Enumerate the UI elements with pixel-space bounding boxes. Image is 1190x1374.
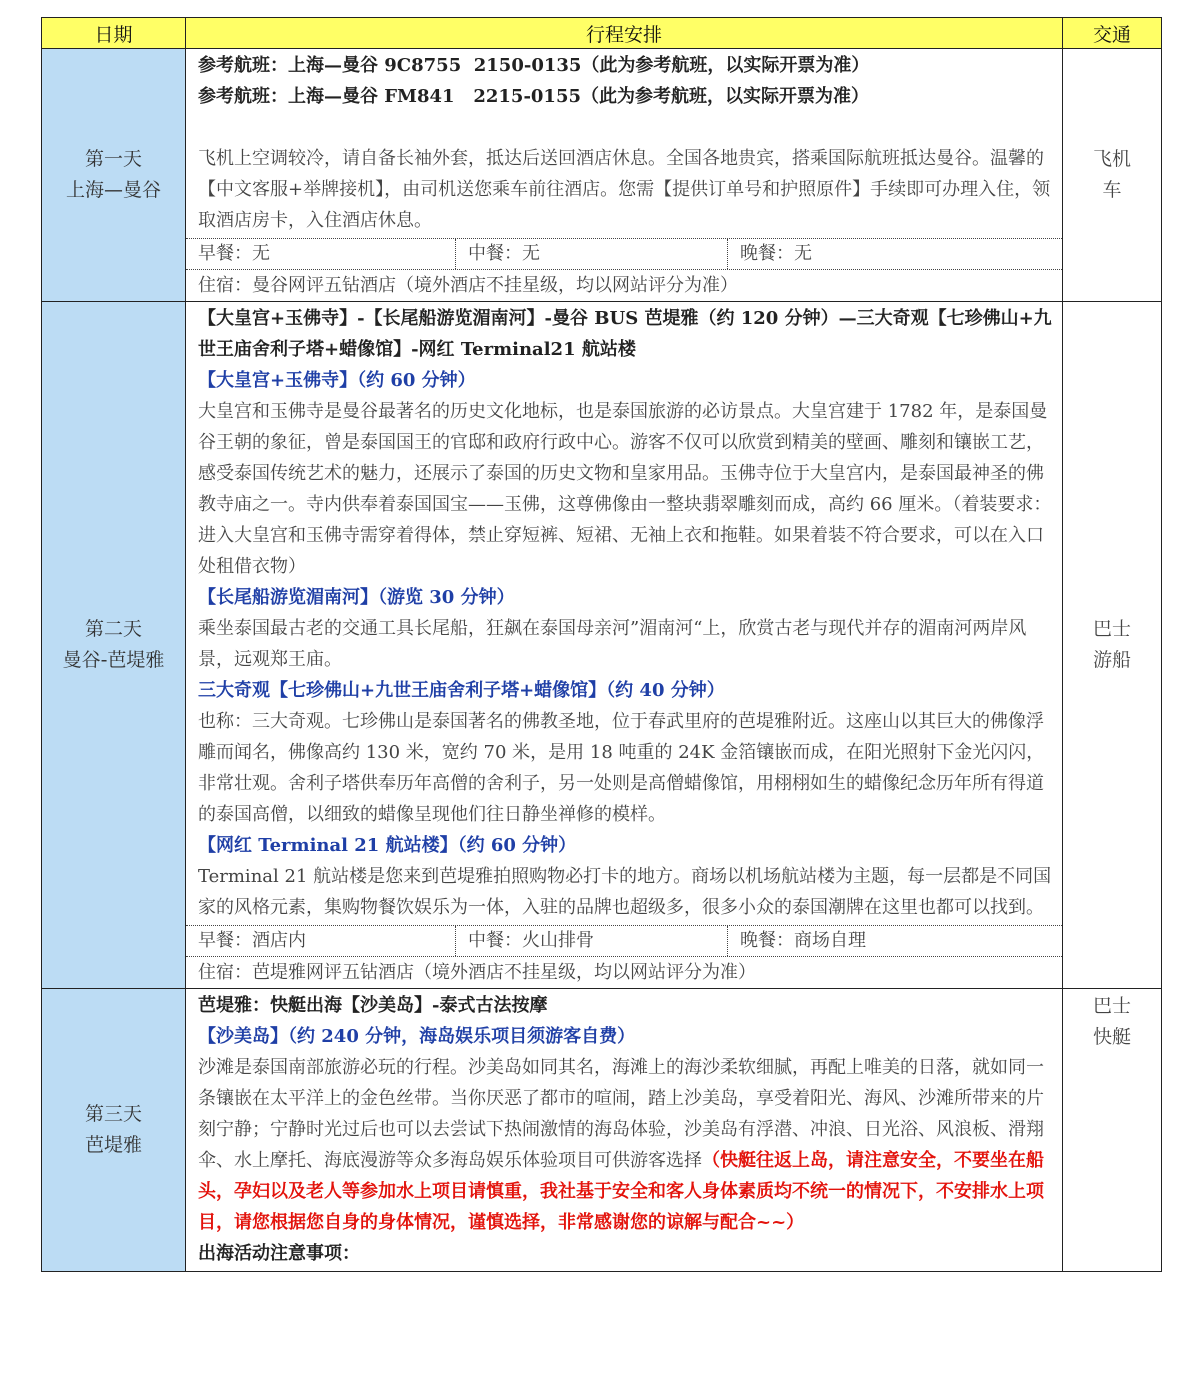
day-3-summary: 芭堤雅：快艇出海【沙美岛】-泰式古法按摩 bbox=[198, 995, 548, 1016]
day-3-notice-heading: 出海活动注意事项： bbox=[198, 1243, 360, 1264]
day-1-hotel: 住宿：曼谷网评五钻酒店（境外酒店不挂星级，均以网站评分为准） bbox=[198, 275, 738, 296]
header-transport: 交通 bbox=[1063, 18, 1162, 49]
day-3-section-1-text: 沙滩是泰国南部旅游必玩的行程。沙美岛如同其名，海滩上的海沙柔软细腻，再配上唯美的日落，就如同一条镶嵌在太平洋上的金色丝带。当你厌恶了都市的喧闹，踏上沙美岛，享受着阳光、海风、沙滩所带来的片刻宁静；宁静时光过后也可以去尝试下热闹激情的海岛体验，沙美岛有浮潜、冲浪、日光浴、风浪板、滑翔伞、水上摩托、海底漫游等众多海岛娱乐体验项目可供游客选择 bbox=[198, 1057, 1044, 1171]
day-2-transport bbox=[1063, 302, 1162, 989]
day-3-date-line1: 第三天 bbox=[84, 1103, 142, 1125]
day-2-section-2-title: 【长尾船游览湄南河】（游览 30 分钟） bbox=[198, 587, 515, 608]
day-2-transport-line1: 巴士 bbox=[1092, 618, 1131, 640]
day-2-section-4-title: 【网红 Terminal 21 航站楼】（约 60 分钟） bbox=[198, 835, 577, 856]
day-3-transport-line2: 快艇 bbox=[1092, 1026, 1131, 1048]
day-1-transport bbox=[1063, 49, 1162, 302]
day-1-plan bbox=[186, 49, 1063, 302]
day-3-transport bbox=[1063, 989, 1162, 1272]
day-3-date bbox=[42, 989, 186, 1272]
day-2-date-line2: 曼谷-芭堤雅 bbox=[62, 649, 165, 671]
day-2-section-3-title: 三大奇观【七珍佛山+九世王庙舍利子塔+蜡像馆】（约 40 分钟） bbox=[198, 680, 725, 701]
day-2-meals bbox=[186, 925, 1062, 957]
day-3-section-1-title: 【沙美岛】（约 240 分钟，海岛娱乐项目须游客自费） bbox=[198, 1026, 636, 1047]
day-1-lunch: 中餐：无 bbox=[456, 239, 728, 269]
day-row-2 bbox=[42, 302, 1162, 989]
day-3-plan bbox=[186, 989, 1063, 1272]
day-1-dinner: 晚餐：无 bbox=[740, 243, 812, 264]
day-1-breakfast: 早餐：无 bbox=[186, 239, 456, 269]
day-3-safety-warning: （快艇往返上岛，请注意安全，不要坐在船头，孕妇以及老人等参加水上项目请慎重，我社基于安全和客人身体素质均不统一的情况下，不安排水上项目，请您根据您自身的身体情况，谨慎选择，非常感谢您的谅解与配合~~） bbox=[198, 1150, 1044, 1233]
day-1-meals bbox=[186, 238, 1062, 270]
day-1-description: 飞机上空调较冷，请自备长袖外套，抵达后送回酒店休息。全国各地贵宾，搭乘国际航班抵达曼谷。温馨的【中文客服+举牌接机】，由司机送您乘车前往酒店。您需【提供订单号和护照原件】手续即可办理入住，领取酒店房卡，入住酒店休息。 bbox=[198, 148, 1051, 231]
day-2-transport-line2: 游船 bbox=[1092, 649, 1131, 671]
header-itinerary: 行程安排 bbox=[186, 18, 1063, 49]
itinerary-table bbox=[41, 17, 1162, 1272]
day-2-date bbox=[42, 302, 186, 989]
day-1-date-line2: 上海—曼谷 bbox=[65, 179, 161, 201]
day-2-section-1-title: 【大皇宫+玉佛寺】（约 60 分钟） bbox=[198, 370, 476, 391]
day-1-flight-2: 参考航班：上海—曼谷 FM841 2215-0155（此为参考航班，以实际开票为准） bbox=[198, 86, 870, 107]
day-2-hotel: 住宿：芭堤雅网评五钻酒店（境外酒店不挂星级，均以网站评分为准） bbox=[198, 962, 756, 983]
day-row-1 bbox=[42, 49, 1162, 302]
day-1-transport-line1: 飞机 bbox=[1092, 148, 1131, 170]
day-2-section-4-text: Terminal 21 航站楼是您来到芭堤雅拍照购物必打卡的地方。商场以机场航站楼为主题，每一层都是不同国家的风格元素，集购物餐饮娱乐为一体，入驻的品牌也超级多，很多小众的泰国潮牌在这里也都可以找到。 bbox=[198, 866, 1052, 918]
day-3-date-line2: 芭堤雅 bbox=[84, 1134, 142, 1156]
day-2-section-3-text: 也称：三大奇观。七珍佛山是泰国著名的佛教圣地，位于春武里府的芭堤雅附近。这座山以其巨大的佛像浮雕而闻名，佛像高约 130 米，宽约 70 米，是用 18 吨重的 24K 金箔镶嵌而成，在阳光照射下金光闪闪，非常壮观。舍利子塔供奉历年高僧的舍利子，另一处则是高僧蜡像馆，用栩栩如生的蜡像纪念历年所有得道的泰国高僧，以细致的蜡像呈现他们往日静坐禅修的模样。 bbox=[198, 711, 1045, 825]
day-2-plan bbox=[186, 302, 1063, 989]
day-1-date-line1: 第一天 bbox=[84, 148, 142, 170]
day-2-breakfast: 早餐：酒店内 bbox=[186, 926, 456, 956]
day-2-summary: 【大皇宫+玉佛寺】-【长尾船游览湄南河】-曼谷 BUS 芭堤雅（约 120 分钟）—三大奇观【七珍佛山+九世王庙舍利子塔+蜡像馆】-网红 Terminal21 航站楼 bbox=[198, 308, 1052, 360]
day-1-date bbox=[42, 49, 186, 302]
day-3-section-1-body bbox=[198, 1052, 1052, 1238]
itinerary-sheet bbox=[41, 17, 1162, 1272]
day-2-section-1-text: 大皇宫和玉佛寺是曼谷最著名的历史文化地标，也是泰国旅游的必访景点。大皇宫建于 1782 年，是泰国曼谷王朝的象征，曾是泰国国王的官邸和政府行政中心。游客不仅可以欣赏到精美的壁画、雕刻和镶嵌工艺，感受泰国传统艺术的魅力，还展示了泰国的历史文物和皇家用品。玉佛寺位于大皇宫内，是泰国最神圣的佛教寺庙之一。寺内供奉着泰国国宝——玉佛，这尊佛像由一整块翡翠雕刻而成，高约 66 厘米。（着装要求：进入大皇宫和玉佛寺需穿着得体，禁止穿短裤、短裙、无袖上衣和拖鞋。如果着装不符合要求，可以在入口处租借衣物） bbox=[198, 401, 1052, 577]
header-row bbox=[42, 18, 1162, 49]
day-2-section-2-text: 乘坐泰国最古老的交通工具长尾船，狂飙在泰国母亲河”湄南河“上，欣赏古老与现代并存的湄南河两岸风景，远观郑王庙。 bbox=[198, 618, 1027, 670]
day-1-flight-1: 参考航班：上海—曼谷 9C8755 2150-0135（此为参考航班，以实际开票为准） bbox=[198, 55, 870, 76]
day-1-transport-line2: 车 bbox=[1102, 179, 1122, 201]
day-row-3 bbox=[42, 989, 1162, 1272]
day-2-date-line1: 第二天 bbox=[84, 618, 142, 640]
day-2-lunch: 中餐：火山排骨 bbox=[456, 926, 728, 956]
day-3-transport-line1: 巴士 bbox=[1092, 995, 1131, 1017]
header-date: 日期 bbox=[42, 18, 186, 49]
day-2-dinner: 晚餐：商场自理 bbox=[740, 930, 866, 951]
